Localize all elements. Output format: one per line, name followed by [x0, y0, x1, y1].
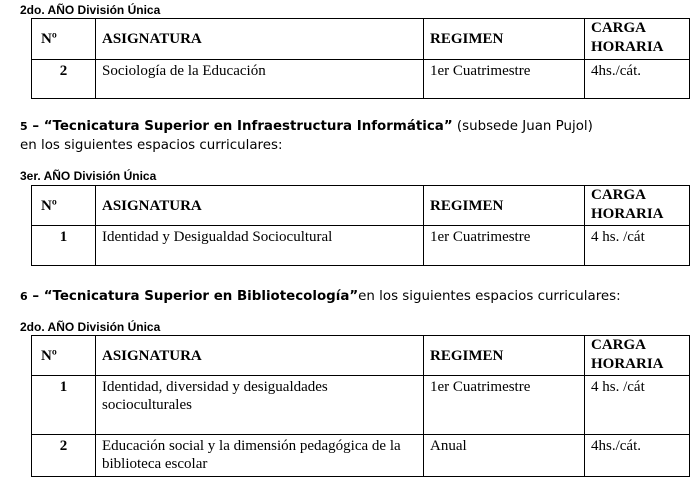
- subjects-table-3: [31, 335, 690, 477]
- table-row: [32, 435, 690, 477]
- row-asignatura: Identidad, diversidad y desigualdades socioculturales: [96, 376, 424, 435]
- subjects-table-2: [31, 185, 690, 266]
- col-header-asignatura: ASIGNATURA: [96, 186, 424, 226]
- row-asignatura: Identidad y Desigualdad Sociocultural: [96, 226, 424, 266]
- section-5-line2: en los siguientes espacios curriculares:: [20, 138, 283, 153]
- row-num: 2: [32, 435, 96, 477]
- row-regimen: 1er Cuatrimestre: [424, 60, 585, 99]
- col-header-num: Nº: [32, 336, 96, 376]
- table-row: [32, 376, 690, 435]
- section-6-title: “Tecnicatura Superior en Bibliotecología”: [43, 289, 359, 304]
- subjects-table-1: [31, 18, 690, 99]
- col-header-regimen: REGIMEN: [424, 19, 585, 60]
- col-header-regimen: REGIMEN: [424, 186, 585, 226]
- row-carga: 4 hs. /cát: [585, 376, 690, 435]
- col-header-asignatura: ASIGNATURA: [96, 19, 424, 60]
- table-header-row: [32, 19, 690, 60]
- row-asignatura: Sociología de la Educación: [96, 60, 424, 99]
- year-division-label: 2do. AÑO División Única: [20, 320, 161, 334]
- year-division-label: 2do. AÑO División Única: [20, 3, 161, 17]
- table-row: [32, 60, 690, 99]
- row-carga: 4hs./cát.: [585, 435, 690, 477]
- col-header-carga: CARGA HORARIA: [585, 19, 690, 60]
- row-regimen: 1er Cuatrimestre: [424, 376, 585, 435]
- table-header-row: [32, 186, 690, 226]
- row-regimen: 1er Cuatrimestre: [424, 226, 585, 266]
- col-header-asignatura: ASIGNATURA: [96, 336, 424, 376]
- col-header-carga: CARGA HORARIA: [585, 336, 690, 376]
- year-division-label: 3er. AÑO División Única: [20, 169, 157, 183]
- row-num: 1: [32, 226, 96, 266]
- row-carga: 4 hs. /cát: [585, 226, 690, 266]
- row-regimen: Anual: [424, 435, 585, 477]
- col-header-regimen: REGIMEN: [424, 336, 585, 376]
- col-header-num: Nº: [32, 19, 96, 60]
- col-header-carga: CARGA HORARIA: [585, 186, 690, 226]
- section-6-heading: 6 – “Tecnicatura Superior en Bibliotecología”en los siguientes espacios curriculares:: [20, 289, 621, 304]
- row-num: 2: [32, 60, 96, 99]
- row-carga: 4hs./cát.: [585, 60, 690, 99]
- col-header-num: Nº: [32, 186, 96, 226]
- section-5-title: “Tecnicatura Superior en Infraestructura Informática”: [43, 119, 453, 134]
- row-num: 1: [32, 376, 96, 435]
- table-row: [32, 226, 690, 266]
- table-header-row: [32, 336, 690, 376]
- row-asignatura: Educación social y la dimensión pedagógica de la biblioteca escolar: [96, 435, 424, 477]
- section-5-heading: 5 – “Tecnicatura Superior en Infraestructura Informática” (subsede Juan Pujol): [20, 119, 593, 134]
